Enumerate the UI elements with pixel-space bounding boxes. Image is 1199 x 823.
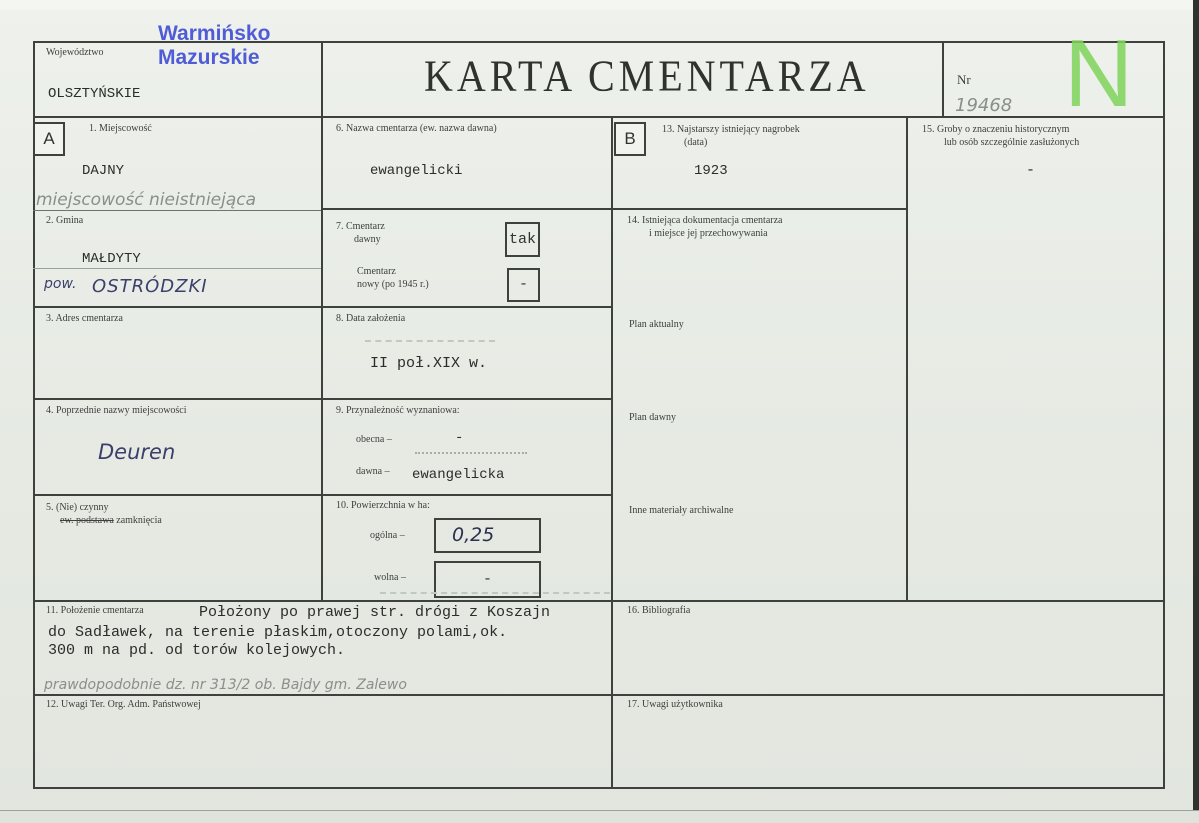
row-line-left-2 (33, 398, 613, 400)
scan-right-edge (1193, 0, 1199, 823)
frame-right (1163, 41, 1165, 789)
field-11-text-1: Położony po prawej str. drógi z Koszajn (199, 604, 551, 621)
stamp-line-1: Warmińsko (158, 22, 271, 45)
field-7-new-sublabel: nowy (po 1945 r.) (357, 279, 429, 290)
field-9-former-label: dawna – (356, 466, 390, 477)
field-7-old-label: 7. Cmentarz (336, 221, 385, 232)
row-line-left-3 (33, 494, 613, 496)
field-5-label-rest: zamknięcia (116, 515, 162, 526)
card-top-edge (0, 0, 1199, 10)
field-15-label (922, 123, 1079, 149)
field-15-label-main: 15. Groby o znaczeniu historycznym (922, 124, 1070, 135)
field-13-label-main: 13. Najstarszy istniejący nagrobek (662, 124, 800, 135)
field-4-value: Deuren (98, 440, 176, 464)
field-9-current-value: - (455, 430, 464, 446)
row-line-full-2 (33, 694, 1165, 696)
field-14-label-main: 14. Istniejąca dokumentacja cmentarza (627, 215, 783, 226)
field-13-label (662, 123, 800, 149)
field-2-label: 2. Gmina (46, 215, 84, 226)
row-line-full-1 (33, 600, 1165, 602)
field-10-total-value: 0,25 (452, 524, 495, 546)
field-11-text-2: do Sadławek, na terenie płaskim,otoczony polami,ok. (48, 624, 508, 641)
field-10-faint-guide (380, 592, 610, 594)
col-divider-a (321, 116, 323, 602)
frame-bottom (33, 787, 1165, 789)
col-divider-middle (611, 116, 613, 789)
header-bottom-line (33, 116, 1165, 118)
row-line-f6 (321, 208, 613, 210)
field-7-old-sublabel: dawny (354, 234, 381, 245)
field-15-label-sub: lub osób szczególnie zasłużonych (944, 137, 1080, 148)
field-2-note: OSTRÓDZKI (92, 276, 208, 297)
field-9-current-label: obecna – (356, 434, 392, 445)
field-10-free-box: - (434, 561, 541, 598)
row-line-left-1 (33, 306, 613, 308)
field-8-faint-guide (365, 340, 495, 342)
voivodeship-label: Województwo (46, 47, 104, 58)
field-7-old-box: tak (505, 222, 540, 257)
field-14-label-sub: i miejsce jej przechowywania (649, 228, 768, 239)
field-1-note: miejscowość nieistniejąca (36, 190, 257, 210)
field-10-label: 10. Powierzchnia w ha: (336, 500, 430, 511)
region-stamp (158, 22, 270, 70)
field-7-new-box: - (507, 268, 540, 302)
field-9-dotted-line (415, 452, 527, 454)
row-line-f13 (613, 208, 908, 210)
field-5-label-main: 5. (Nie) czynny (46, 502, 109, 513)
section-a-marker: A (33, 122, 65, 156)
field-7-label-a (336, 220, 385, 246)
voivodeship-value: OLSZTYŃSKIE (48, 86, 141, 102)
field-10-total-label: ogólna – (370, 530, 405, 541)
field-7-new-label: Cmentarz (357, 266, 396, 277)
field-8-value: II poł.XIX w. (370, 355, 488, 372)
field-16-label: 16. Bibliografia (627, 605, 691, 616)
highlighter-letter: N (1064, 20, 1134, 127)
field-14-label (627, 214, 782, 240)
field-14-plan-old: Plan dawny (629, 412, 676, 423)
field-9-label: 9. Przynależność wyznaniowa: (336, 405, 460, 416)
field-5-label-struck: ew. podstawa (60, 515, 114, 526)
field-17-label: 17. Uwagi użytkownika (627, 699, 723, 710)
field-2-note-prefix: pow. (44, 276, 77, 292)
field-2-underline (33, 268, 321, 269)
field-13-label-sub: (data) (684, 137, 708, 148)
field-14-other: Inne materiały archiwalne (629, 505, 734, 516)
field-13-value: 1923 (694, 163, 728, 179)
field-4-label: 4. Poprzednie nazwy miejscowości (46, 405, 187, 416)
field-11-label: 11. Położenie cmentarza (46, 605, 144, 616)
field-14-plan-current: Plan aktualny (629, 319, 684, 330)
field-15-value: - (1026, 162, 1036, 179)
page-title: KARTA CMENTARZA (424, 50, 870, 101)
field-11-text-3: 300 m na pd. od torów kolejowych. (48, 642, 346, 659)
row-line-f1 (33, 210, 321, 211)
field-5-label (46, 501, 306, 527)
field-6-value: ewangelicki (370, 163, 463, 179)
number-label: Nr (957, 72, 971, 87)
field-7-label-b (357, 265, 429, 291)
section-b-marker: B (614, 122, 646, 156)
field-3-label: 3. Adres cmentarza (46, 313, 123, 324)
field-8-label: 8. Data założenia (336, 313, 406, 324)
stamp-line-2: Mazurskie (158, 46, 260, 69)
field-2-value: MAŁDYTY (82, 251, 141, 267)
card-bottom-edge (0, 810, 1199, 823)
field-1-label: 1. Miejscowość (89, 123, 152, 134)
field-10-total-box (434, 518, 541, 553)
field-1-value: DAJNY (82, 163, 125, 179)
field-12-label: 12. Uwagi Ter. Org. Adm. Państwowej (46, 699, 201, 710)
header-divider-1 (321, 41, 323, 118)
field-6-label: 6. Nazwa cmentarza (ew. nazwa dawna) (336, 123, 497, 134)
field-9-former-value: ewangelicka (412, 467, 505, 483)
col-divider-b (906, 116, 908, 602)
number-value: 19468 (955, 95, 1013, 116)
field-11-note: prawdopodobnie dz. nr 313/2 ob. Bajdy gm. Zalewo (44, 677, 407, 693)
field-10-free-label: wolna – (374, 572, 406, 583)
header-divider-2 (942, 41, 944, 118)
